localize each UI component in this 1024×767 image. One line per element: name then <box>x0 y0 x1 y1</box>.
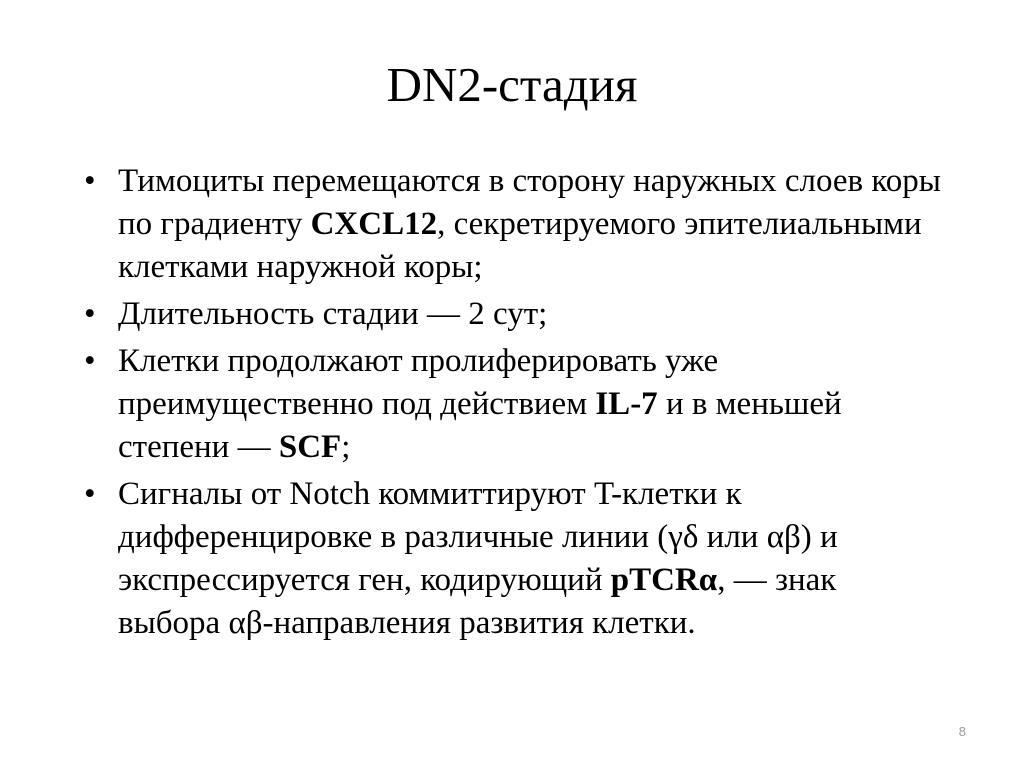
bullet-item-1 <box>84 160 944 289</box>
page-number: 8 <box>958 724 966 739</box>
bullet-item-2 <box>84 293 944 336</box>
bullet-text <box>118 160 944 289</box>
text-run: Длительность стадии — 2 сут; <box>118 296 548 332</box>
text-run: и в меньшей степени — <box>118 386 842 465</box>
bullet-item-3 <box>84 340 944 469</box>
bullet-text <box>118 473 944 645</box>
bullet-text <box>118 340 944 469</box>
bullet-dot-icon: • <box>84 476 96 512</box>
bold-term: CXCL12 <box>310 206 438 242</box>
text-run: , — знак выбора αβ-направления развития клетки. <box>118 562 837 641</box>
slide-title: DN2-стадия <box>386 57 638 112</box>
text-run: , секретируемого эпителиальными клетками наружной коры; <box>118 206 922 285</box>
bold-term: pTCRα <box>610 562 718 598</box>
text-run: ; <box>341 429 351 465</box>
bullet-item-4 <box>84 473 944 645</box>
bullet-list <box>84 160 944 649</box>
bold-term: SCF <box>278 429 342 465</box>
bullet-dot-icon: • <box>84 296 96 332</box>
text-run: Тимоциты перемещаются в сторону наружных слоев коры по градиенту <box>118 163 941 242</box>
bold-term: IL-7 <box>595 386 658 422</box>
bullet-dot-icon: • <box>84 343 96 379</box>
text-run: Сигналы от Notch коммиттируют T-клетки к дифференцировке в различные линии (γδ или αβ) и экспрессируется ген, кодирующий <box>118 476 838 598</box>
bullet-dot-icon: • <box>84 163 96 199</box>
bullet-text <box>118 293 944 336</box>
text-run: Клетки продолжают пролиферировать уже преимущественно под действием <box>118 343 719 422</box>
